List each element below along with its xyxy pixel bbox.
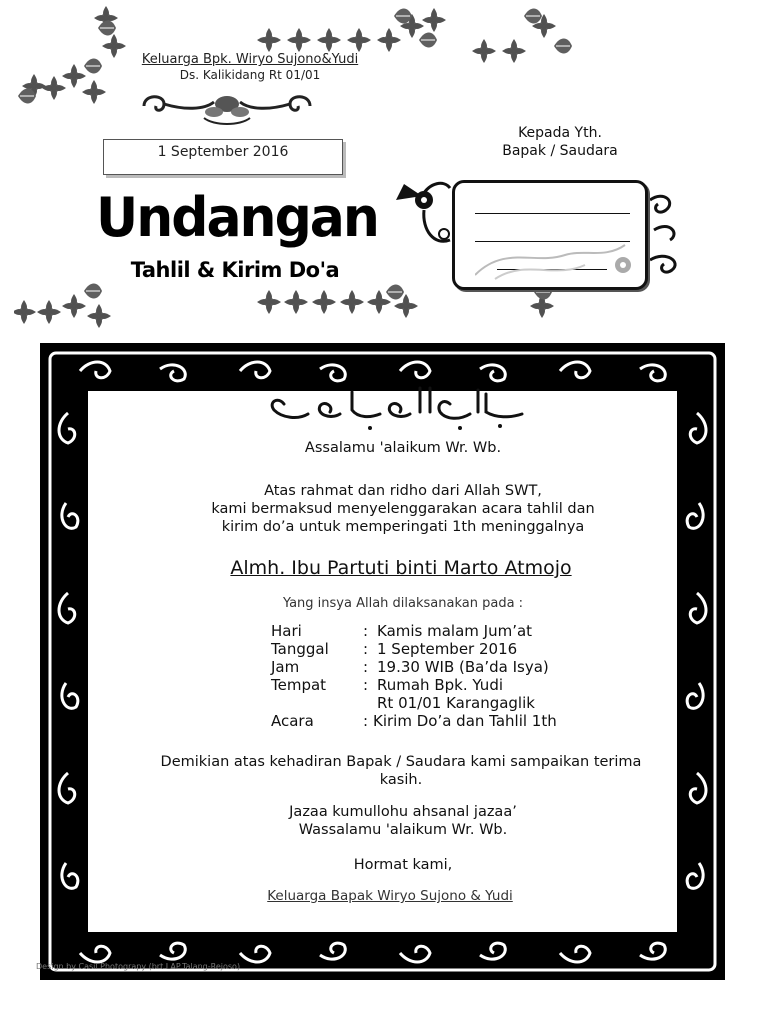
flourish-icon [475,235,640,283]
invitation-subtitle: Tahlil & Kirim Do'a [130,258,340,282]
signature: Keluarga Bapak Wiryo Sujono & Yudi [267,888,513,904]
detail-row: Jam : 19.30 WIB (Ba’da Isya) [271,658,549,676]
family-address: Ds. Kalikidang Rt 01/01 [179,68,321,82]
detail-row: Tanggal : 1 September 2016 [271,640,518,658]
intro-line-3: kirim do’a untuk memperingati 1th meninggalnya [221,519,585,535]
intro-line-2: kami bermaksud menyelenggarakan acara tahlil dan [211,501,595,517]
regards-text: Hormat kami, [353,857,453,873]
held-on-text: Yang insya Allah dilaksanakan pada : [282,596,524,611]
invitation-date: 1 September 2016 [103,139,343,175]
address-line [475,213,630,214]
detail-row: Hari : Kamis malam Jum’at [271,622,533,640]
closing-paragraph [96,753,706,789]
event-details [271,622,557,730]
detail-row: Acara : Kirim Do’a dan Tahlil 1th [271,712,557,730]
closing-line-1: Demikian atas kehadiran Bapak / Saudara kami sampaikan terima [160,754,642,770]
bismillah-calligraphy [260,384,535,434]
jazaa-text: Jazaa kumullohu ahsanal jazaa’ [289,804,517,820]
intro-line-1: Atas rahmat dan ridho dari Allah SWT, [264,483,542,499]
detail-row: Rt 01/01 Karangaglik [377,694,535,712]
prayer-closing [88,803,718,839]
greeting: Assalamu 'alaikum Wr. Wb. [304,440,502,456]
address-card [452,180,648,290]
recipient-label [470,124,650,160]
design-credit: Design by Casil Photograpy (brt.LAP.Talang-Rejoso) [36,962,241,971]
wassalam-text: Wassalamu 'alaikum Wr. Wb. [298,822,508,838]
family-name: Keluarga Bpk. Wiryo Sujono&Yudi [141,52,359,67]
scroll-divider-ornament [134,90,320,126]
flower-ornament [644,190,684,280]
recipient-line-2: Bapak / Saudara [502,143,618,159]
recipient-line-1: Kepada Yth. [518,125,602,141]
closing-line-2: kasih. [379,772,423,788]
detail-row: Tempat : Rumah Bpk. Yudi [271,676,504,694]
invitation-title: Undangan [96,186,378,250]
flower-ornament [394,170,460,252]
deceased-name: Almh. Ibu Partuti binti Marto Atmojo [230,557,572,579]
intro-paragraph [88,482,718,536]
